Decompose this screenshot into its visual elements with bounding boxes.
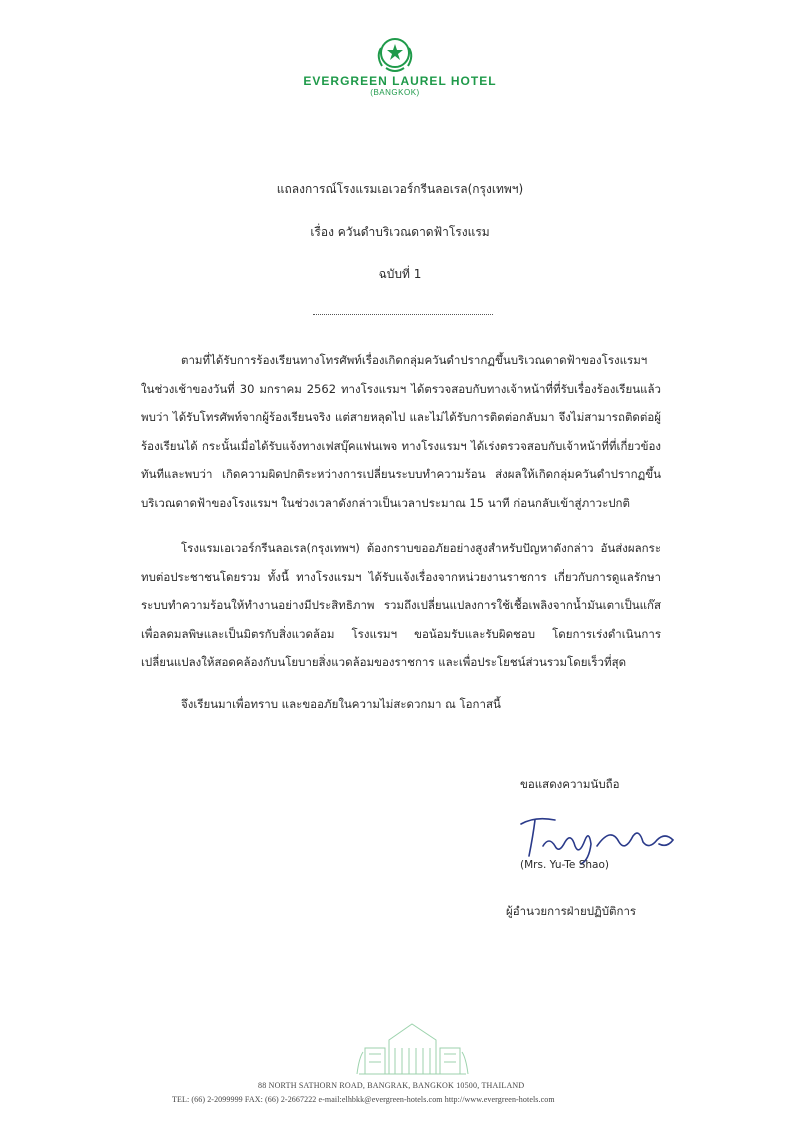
- signer-name: (Mrs. Yu-Te Shao): [520, 859, 610, 871]
- footer-contact: TEL: (66) 2-2099999 FAX: (66) 2-2667222 e-mail:elhbkk@evergreen-hotels.com http://www.evergreen-hotels.com: [172, 1095, 555, 1104]
- handwritten-signature: [515, 806, 680, 866]
- body-paragraph-3: [141, 690, 661, 719]
- body-paragraph-2: [141, 534, 661, 677]
- statement-issue-number: ฉบับที่ 1: [378, 267, 422, 281]
- body-paragraph-1: [141, 346, 661, 517]
- paragraph-text: ตามที่ได้รับการร้องเรียนทางโทรศัพท์เรื่องเกิดกลุ่มควันดำปรากฏขึ้นบริเวณดาดฟ้าของโรงแรมฯ ในช่วงเช้าของวันที่ 30 มกราคม 2562 ทางโรงแรมฯ ได้ตรวจสอบกับทางเจ้าหน้าที่ที่รับเรื่องร้องเรียนแล้วพบว่า ได้รับโทรศัพท์จากผู้ร้องเรียนจริง แต่สายหลุดไป และไม่ได้รับการติดต่อกลับมา จึงไม่สามารถติดต่อผู้ร้องเรียนได้ กระนั้นเมื่อได้รับแจ้งทางเฟสบุ๊คแฟนเพจ ทางโรงแรมฯ ได้เร่งตรวจสอบกับเจ้าหน้าที่ที่เกี่ยวข้องทันทีและพบว่า เกิดความผิดปกติระหว่างการเปลี่ยนระบบทำความร้อน ส่งผลให้เกิดกลุ่มควันดำปรากฏขึ้นบริเวณดาดฟ้าของโรงแรมฯ ในช่วงเวลาดังกล่าวเป็นเวลาประมาณ 15 นาที ก่อนกลับเข้าสู่ภาวะปกติ: [141, 353, 661, 510]
- laurel-star-emblem-icon: [372, 34, 418, 74]
- hotel-brand-name: EVERGREEN LAUREL HOTEL: [303, 74, 497, 88]
- footer-address: 88 NORTH SATHORN ROAD, BANGRAK, BANGKOK 10500, THAILAND: [258, 1081, 525, 1090]
- signer-title: ผู้อำนวยการฝ่ายปฏิบัติการ: [506, 904, 637, 918]
- closing-salutation: ขอแสดงความนับถือ: [520, 777, 620, 791]
- hotel-building-icon: [355, 1018, 470, 1076]
- hotel-brand-city: (BANGKOK): [370, 88, 420, 97]
- dotted-separator: [313, 314, 493, 315]
- paragraph-text: จึงเรียนมาเพื่อทราบ และขออภัยในความไม่สะดวกมา ณ โอกาสนี้: [181, 697, 501, 711]
- statement-subject: เรื่อง ควันดำบริเวณดาดฟ้าโรงแรม: [310, 225, 490, 239]
- statement-title: แถลงการณ์โรงแรมเอเวอร์กรีนลอเรล(กรุงเทพฯ): [276, 182, 524, 196]
- paragraph-text: โรงแรมเอเวอร์กรีนลอเรล(กรุงเทพฯ) ต้องกราบขออภัยอย่างสูงสำหรับปัญหาดังกล่าว อันส่งผลกระทบต่อประชาชนโดยรวม ทั้งนี้ ทางโรงแรมฯ ได้รับแจ้งเรื่องจากหน่วยงานราชการ เกี่ยวกับการดูแลรักษาระบบทำความร้อนให้ทำงานอย่างมีประสิทธิภาพ รวมถึงเปลี่ยนแปลงการใช้เชื้อเพลิงจากน้ำมันเตาเป็นแก๊ส เพื่อลดมลพิษและเป็นมิตรกับสิ่งแวดล้อม โรงแรมฯ ขอน้อมรับและรับผิดชอบ โดยการเร่งดำเนินการเปลี่ยนแปลงให้สอดคล้องกับนโยบายสิ่งแวดล้อมของราชการ และเพื่อประโยชน์ส่วนรวมโดยเร็วที่สุด: [141, 541, 661, 669]
